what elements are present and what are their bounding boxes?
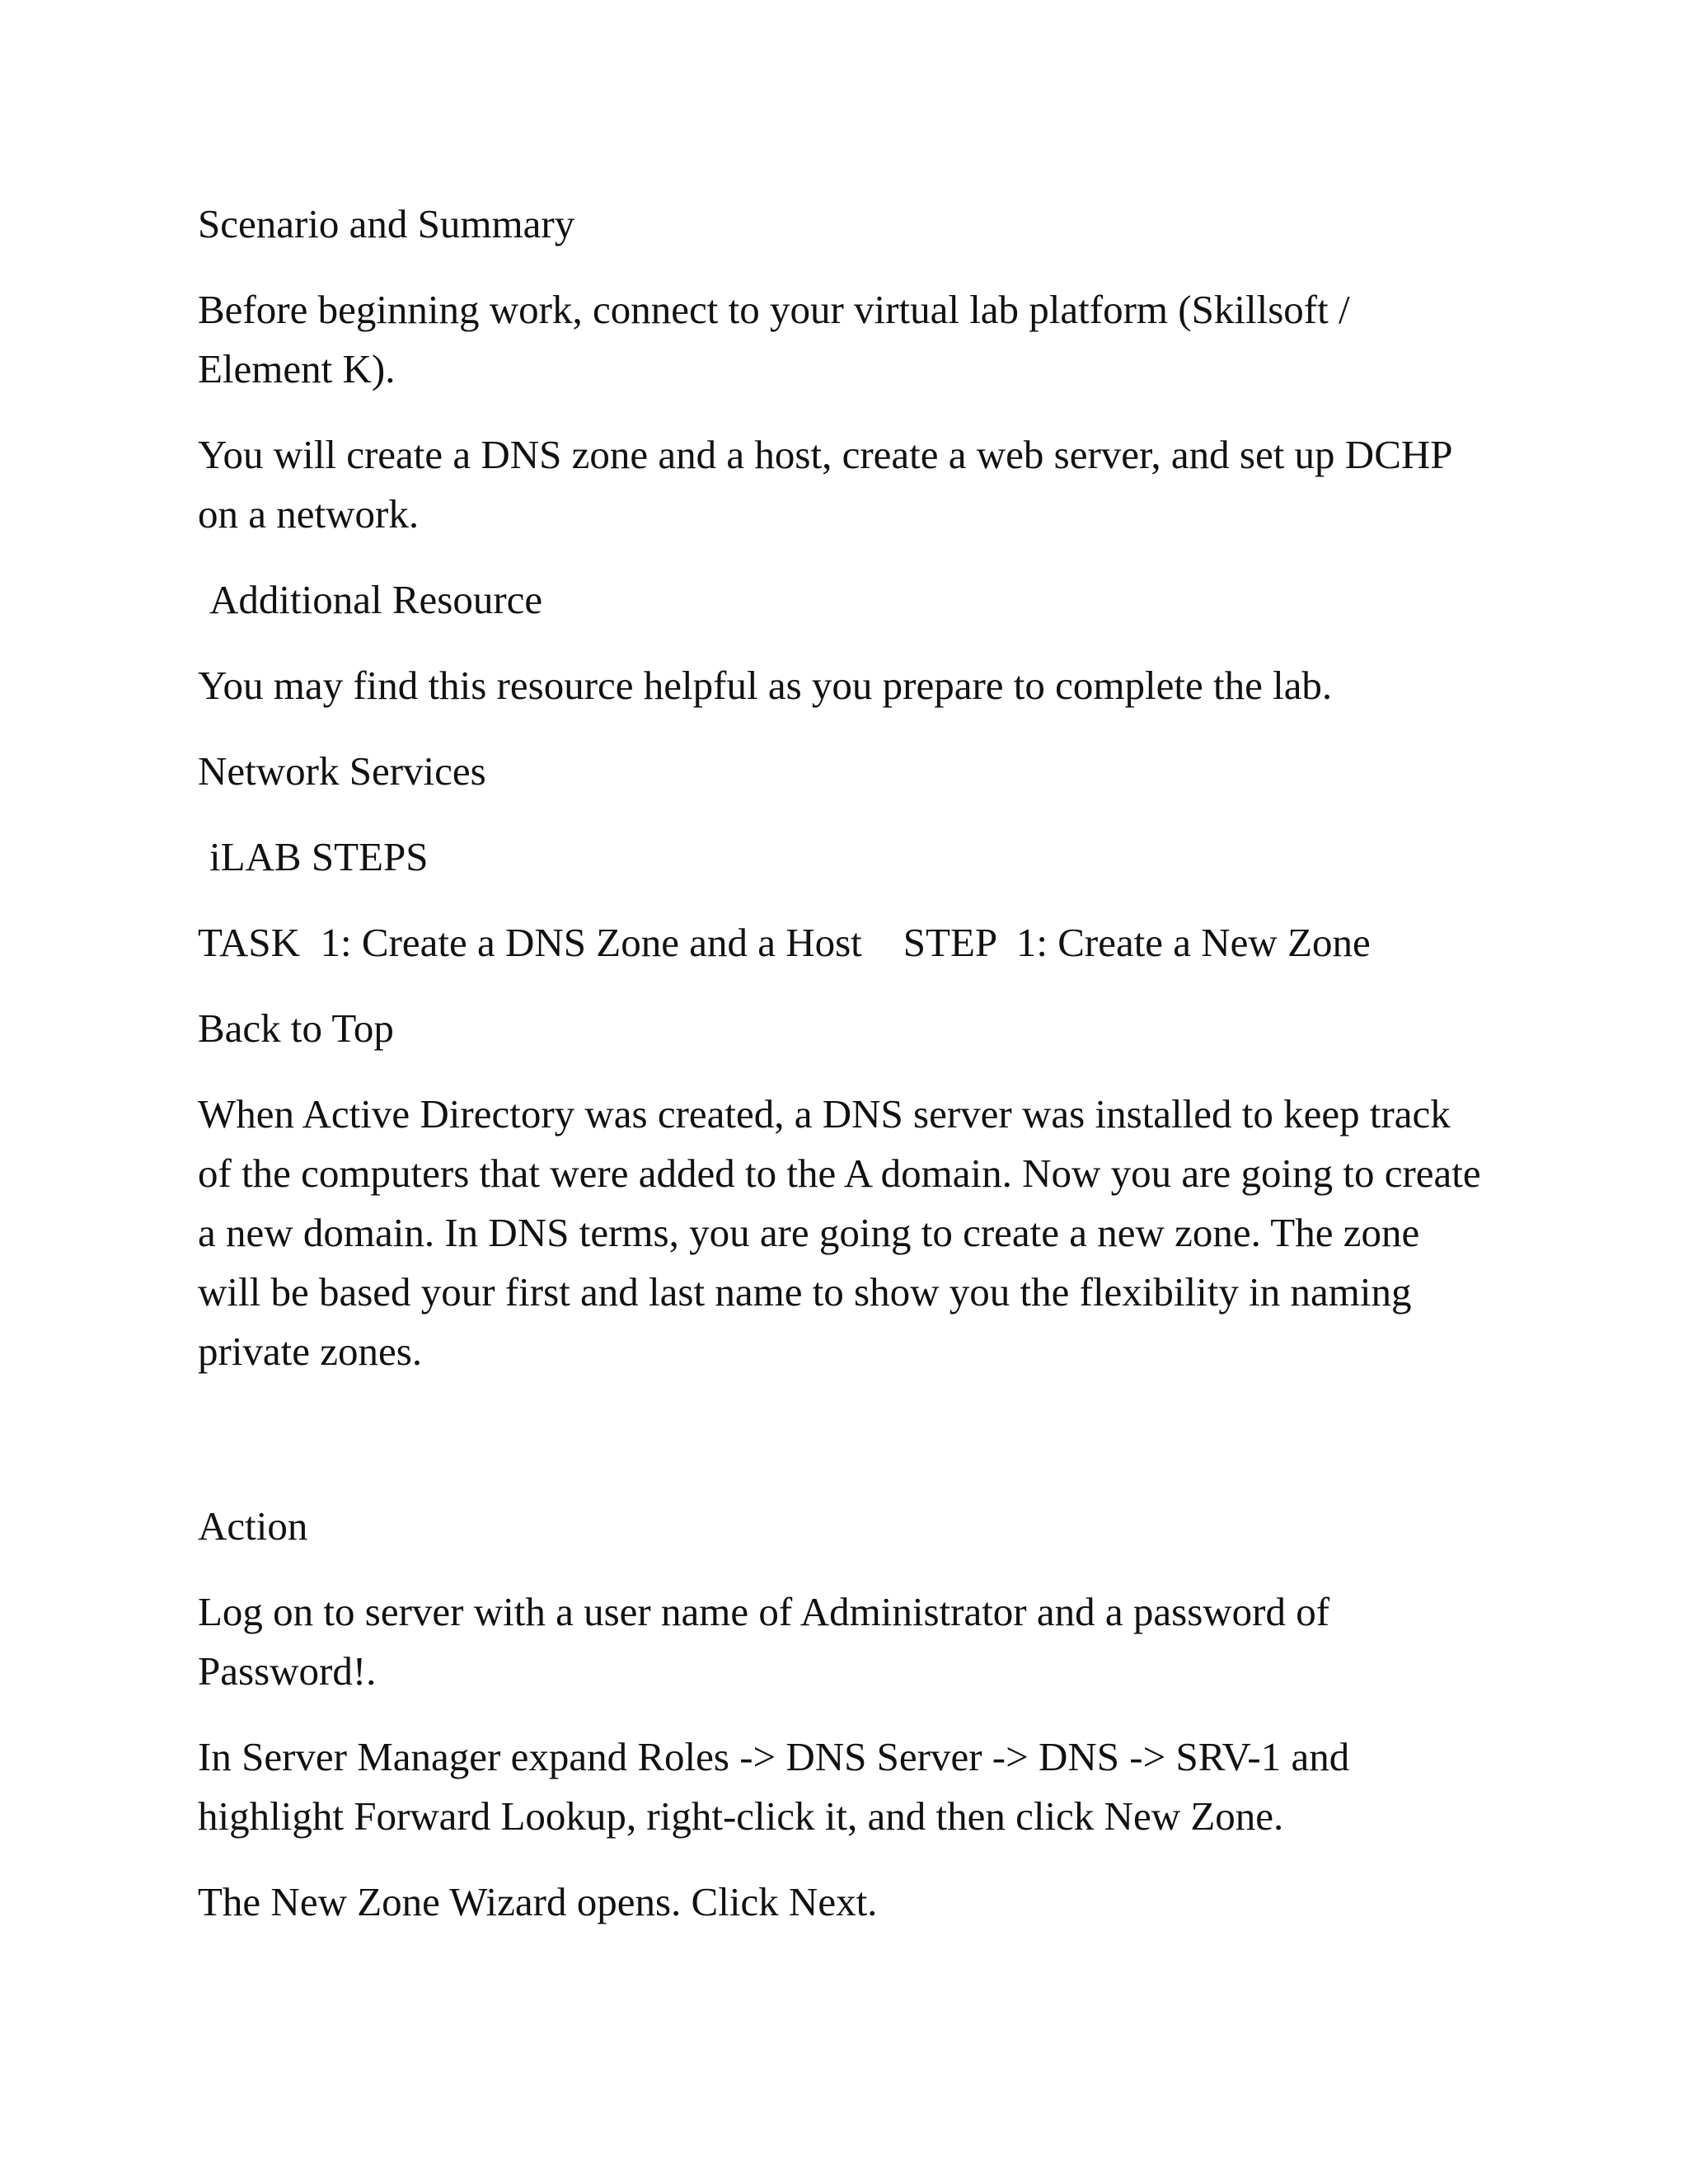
section-heading-steps: iLAB STEPS: [209, 834, 429, 879]
action-step-3: The New Zone Wizard opens. Click Next.: [198, 1879, 878, 1924]
step-label: STEP 1: Create a New Zone: [903, 920, 1371, 965]
resource-name: Network Services: [198, 748, 486, 794]
action-step-2: In Server Manager expand Roles -> DNS Server -> DNS -> SRV-1 and highlight Forward Lookup, right-click it, and then click New Zone.: [198, 1734, 1350, 1839]
section-heading-resource: Additional Resource: [209, 577, 543, 622]
overview-paragraph: You will create a DNS zone and a host, create a web server, and set up DCHP on a network.: [198, 432, 1451, 537]
description-paragraph: When Active Directory was created, a DNS server was installed to keep track of the computers that were added to the A domain. Now you are going to create a new domain. In DNS terms, you are going to create a new zone. The zone will be based your first and last name to show you the flexibility in naming private zones.: [198, 1091, 1481, 1374]
section-heading-scenario: Scenario and Summary: [198, 201, 575, 246]
section-heading-action: Action: [198, 1503, 308, 1549]
back-to-top-link: Back to Top: [198, 1005, 394, 1051]
intro-paragraph: Before beginning work, connect to your virtual lab platform (Skillsoft / Element K).: [198, 287, 1350, 391]
task-step-line: [198, 913, 1484, 972]
document-page: [198, 194, 1484, 1958]
action-step-1: Log on to server with a user name of Administrator and a password of Password!.: [198, 1589, 1330, 1694]
task-label: TASK 1: Create a DNS Zone and a Host: [198, 920, 862, 965]
resource-paragraph: You may find this resource helpful as you prepare to complete the lab.: [198, 663, 1333, 708]
